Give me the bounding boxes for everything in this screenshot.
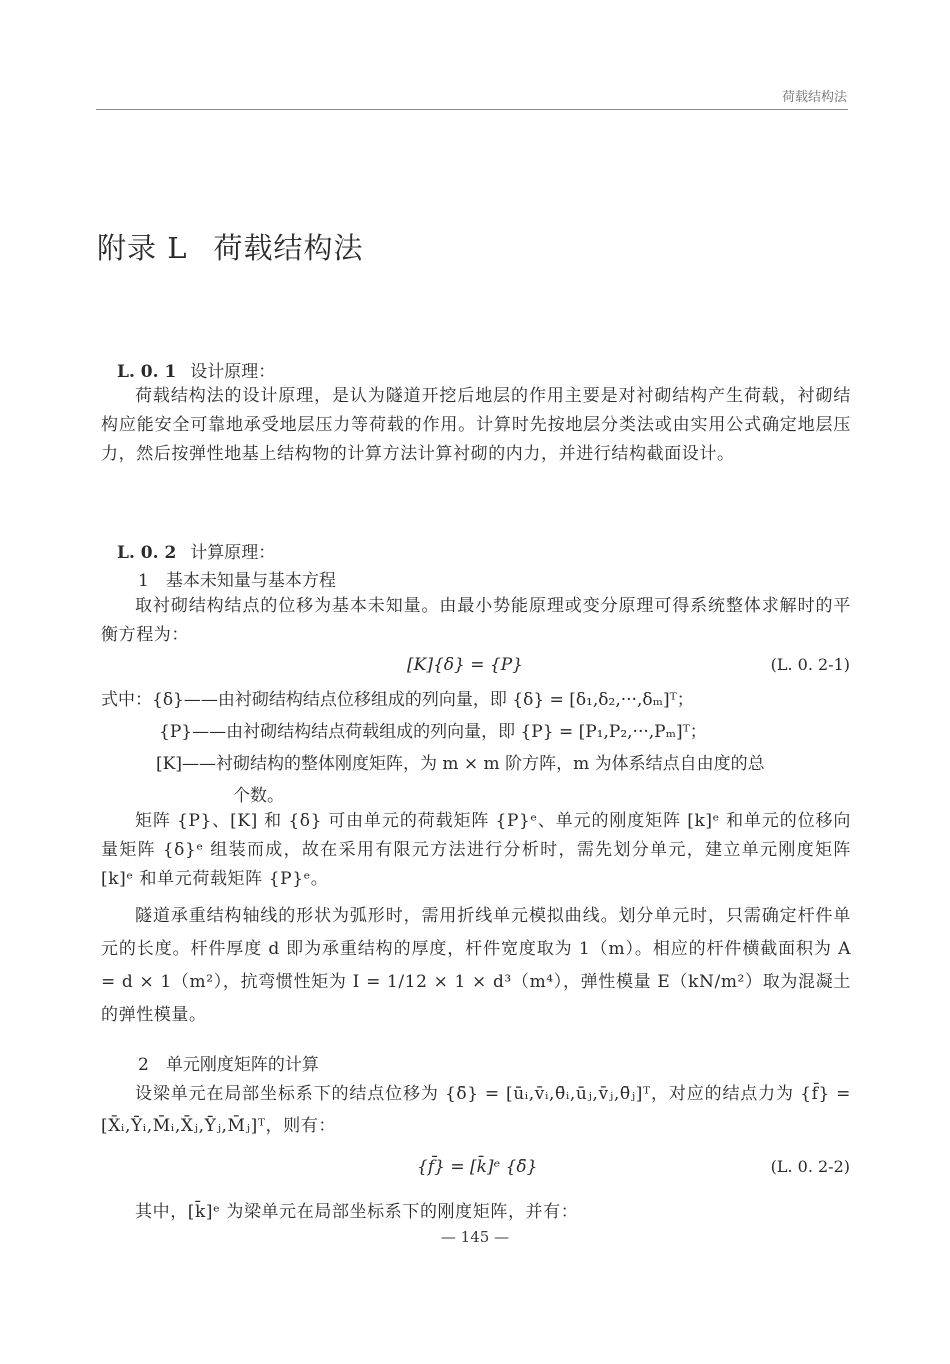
paragraph-2: [101, 807, 851, 894]
paragraph-3: [101, 900, 851, 1032]
paragraph-text: 矩阵 {P}、[K] 和 {δ} 可由单元的荷载矩阵 {P}ᵉ、单元的刚度矩阵 [k]ᵉ 和单元的位移向量矩阵 {δ}ᵉ 组装而成，故在采用有限元方法进行分析时，需先划分单元，建立单元刚度矩阵 [k]ᵉ 和单元荷载矩阵 {P}ᵉ。: [101, 811, 851, 889]
section-title: 计算原理：: [190, 543, 276, 563]
item-heading-1: 1 基本未知量与基本方程: [138, 571, 336, 591]
chapter-name: 荷载结构法: [213, 231, 364, 265]
equation-l-0-2-1: [K]{δ} = {P}: [407, 655, 523, 675]
paragraph-4: [101, 1078, 851, 1142]
section-number: L. 0. 2: [117, 543, 177, 563]
definition-text: {δ}——由衬砌结构结点位移组成的列向量，即 {δ} = [δ₁,δ₂,···,δₘ]ᵀ；: [152, 690, 694, 710]
definition-text: 个数。: [233, 786, 284, 806]
item-heading-2: 2 单元刚度矩阵的计算: [138, 1055, 319, 1075]
running-header: 荷载结构法: [781, 90, 847, 105]
paragraph-text: 取衬砌结构结点的位移为基本未知量。由最小势能原理或变分原理可得系统整体求解时的平衡方程为：: [101, 596, 851, 645]
definition-p: [101, 716, 765, 748]
definition-text: {P}——由衬砌结构结点荷载组成的列向量，即 {P} = [P₁,P₂,···,Pₘ]ᵀ；: [159, 722, 707, 742]
section-title: 设计原理：: [190, 362, 276, 382]
definition-delta: [101, 684, 765, 716]
chapter-title: [97, 226, 364, 267]
equation-l-0-2-2: {f̄} = [k̄]ᵉ {δ̄}: [417, 1157, 538, 1177]
paragraph-text: 其中，[k̄]ᵉ 为梁单元在局部坐标系下的刚度矩阵，并有：: [135, 1202, 579, 1222]
equation-number: (L. 0. 2-1): [770, 655, 850, 674]
section-body-l01: [101, 382, 851, 469]
definition-prefix: 式中：: [101, 690, 152, 710]
definition-k: [101, 748, 765, 780]
chapter-label: 附录 L: [97, 231, 188, 265]
header-rule: [96, 109, 848, 110]
section-number: L. 0. 1: [117, 362, 177, 382]
paragraph-text: 设梁单元在局部坐标系下的结点位移为 {δ̄} = [ūᵢ,v̄ᵢ,θ̄ᵢ,ūⱼ,v̄ⱼ,θ̄ⱼ]ᵀ，对应的结点力为 {f̄} = [X̄ᵢ,Ȳᵢ,M̄ᵢ,X̄ⱼ,Ȳⱼ,M̄ⱼ]ᵀ，则有：: [101, 1084, 851, 1136]
paragraph-5: [101, 1198, 851, 1227]
page-number: — 145 —: [440, 1228, 510, 1246]
paragraph-1: [101, 592, 851, 650]
paragraph: 荷载结构法的设计原理，是认为隧道开挖后地层的作用主要是对衬砌结构产生荷载，衬砌结构应能安全可靠地承受地层压力等荷载的作用。计算时先按地层分类法或由实用公式确定地层压力，然后按弹性地基上结构物的计算方法计算衬砌的内力，并进行结构截面设计。: [101, 386, 851, 464]
definitions-list: [101, 684, 765, 812]
definition-text: [K]——衬砌结构的整体刚度矩阵，为 m × m 阶方阵，m 为体系结点自由度的总: [156, 754, 765, 774]
section-heading-l02: [117, 538, 275, 563]
paragraph-text: 隧道承重结构轴线的形状为弧形时，需用折线单元模拟曲线。划分单元时，只需确定杆件单元的长度。杆件厚度 d 即为承重结构的厚度，杆件宽度取为 1（m）。相应的杆件横截面积为 A = d × 1（m²），抗弯惯性矩为 I = 1/12 × 1 × d³（m⁴），弹性模量 E（kN/m²）取为混凝土的弹性模量。: [101, 906, 851, 1025]
equation-number: (L. 0. 2-2): [770, 1157, 850, 1176]
section-heading-l01: [117, 357, 275, 382]
